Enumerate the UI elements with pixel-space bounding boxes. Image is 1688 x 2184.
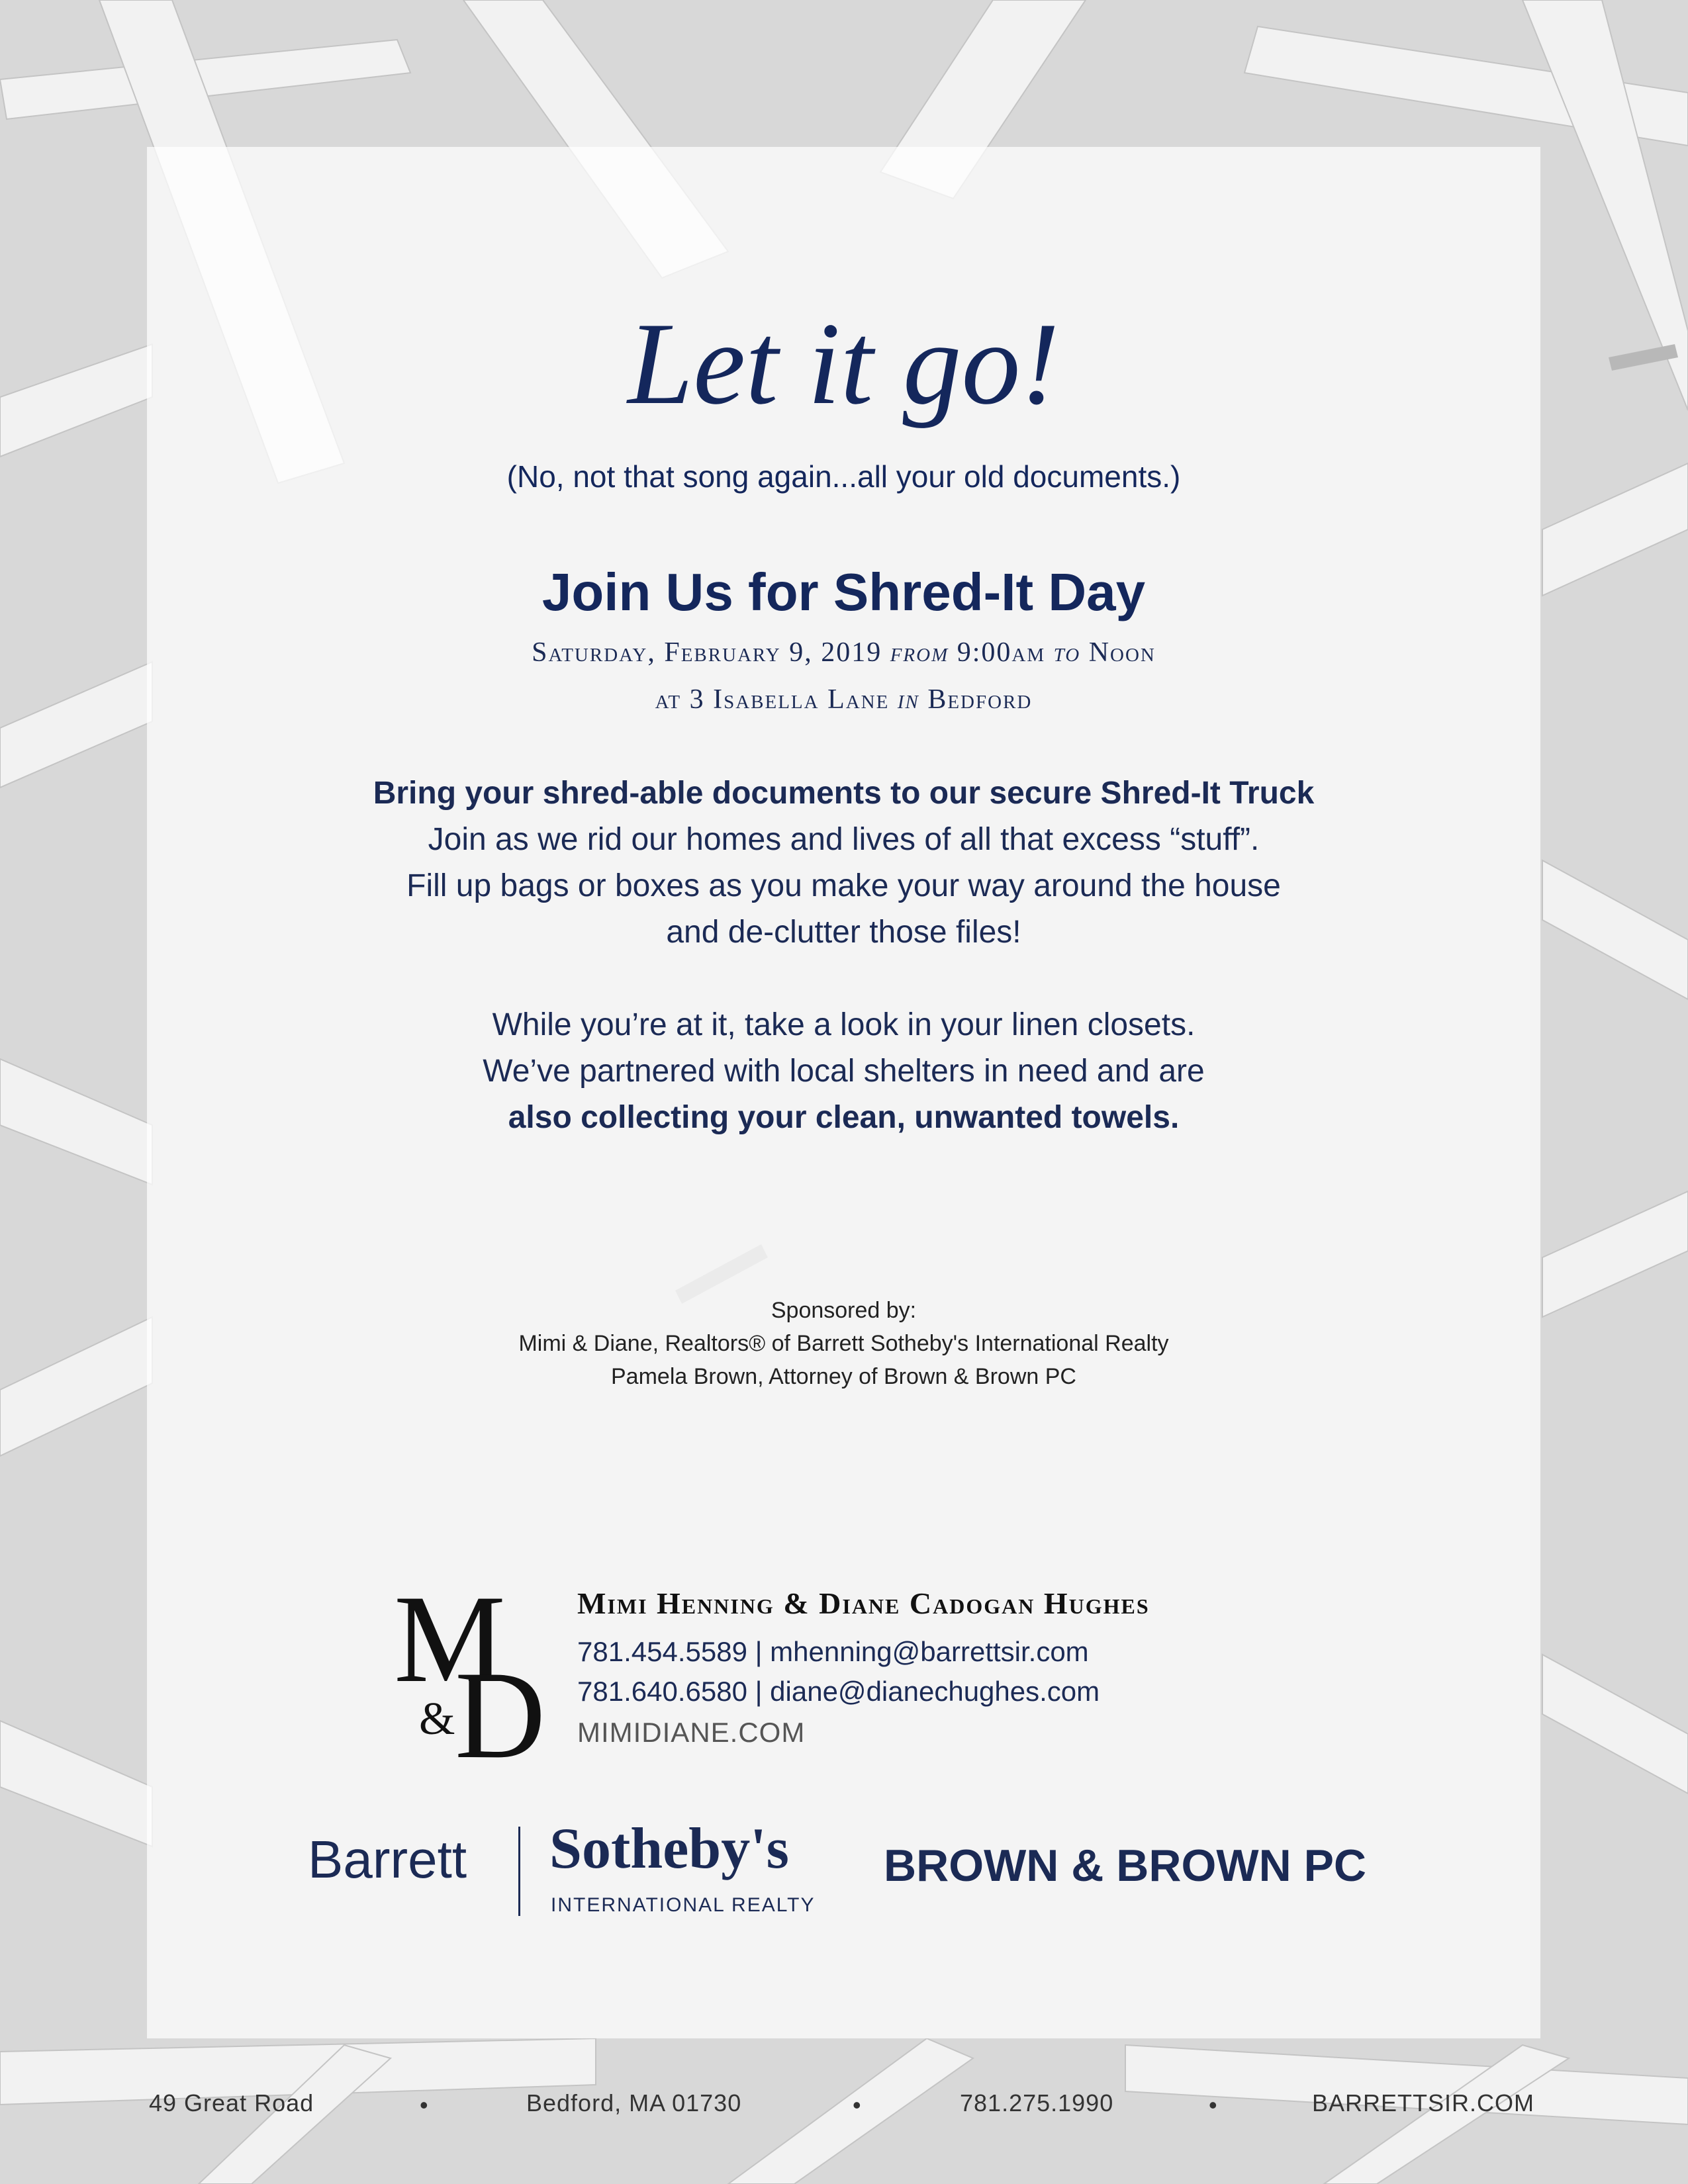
md-monogram-logo xyxy=(394,1582,553,1760)
sponsor-line: Mimi & Diane, Realtors® of Barrett Sotheby's International Realty xyxy=(518,1331,1169,1356)
logo-d: D xyxy=(455,1646,546,1760)
footer-separator: • xyxy=(853,2091,861,2118)
agent-website[interactable]: MIMIDIANE.COM xyxy=(577,1717,806,1748)
details-lead: Bring your shred-able documents to our secure Shred-It Truck xyxy=(373,776,1315,811)
event-end: Noon xyxy=(1088,637,1156,668)
agent-contact xyxy=(577,1588,1150,1749)
agent-names: Mimi Henning & Diane Cadogan Hughes xyxy=(577,1586,1150,1620)
in-word: in xyxy=(897,684,919,715)
from-word: from xyxy=(890,637,949,668)
towels-line: While you’re at it, take a look in your linen closets. xyxy=(492,1007,1196,1042)
towels-line: We’ve partnered with local shelters in need and are xyxy=(483,1054,1205,1089)
event-town: Bedford xyxy=(927,684,1033,715)
sothebys-logo: Sotheby's xyxy=(549,1817,789,1881)
details-line: and de-clutter those files! xyxy=(666,915,1021,950)
logo-divider xyxy=(518,1827,520,1916)
details-line: Fill up bags or boxes as you make your way around the house xyxy=(406,868,1281,903)
at-word: at xyxy=(655,684,682,715)
barrett-logo: Barrett xyxy=(308,1830,467,1889)
event-date xyxy=(147,639,1540,666)
footer-phone[interactable]: 781.275.1990 xyxy=(960,2089,1114,2116)
footer-address: 49 Great Road xyxy=(149,2089,314,2116)
brown-and-brown-logo: BROWN & BROWN PC xyxy=(884,1841,1367,1891)
event-day: Saturday, February 9, 2019 xyxy=(532,637,882,668)
footer-website[interactable]: BARRETTSIR.COM xyxy=(1312,2089,1535,2116)
event-address: 3 Isabella Lane xyxy=(689,684,890,715)
details-line: Join as we rid our homes and lives of all that excess “stuff”. xyxy=(428,822,1260,857)
logo-ampersand: & xyxy=(419,1694,455,1745)
contact-diane[interactable]: 781.640.6580 | diane@dianechughes.com xyxy=(577,1676,1100,1707)
subheadline: (No, not that song again...all your old documents.) xyxy=(506,459,1181,494)
sponsors-heading: Sponsored by: xyxy=(771,1298,917,1323)
details-paragraph-2 xyxy=(147,1002,1540,1141)
footer-city: Bedford, MA 01730 xyxy=(526,2089,742,2116)
to-word: to xyxy=(1053,637,1081,668)
towels-emphasis: also collecting your clean, unwanted towels. xyxy=(508,1100,1180,1135)
event-location xyxy=(147,686,1540,713)
footer-separator: • xyxy=(420,2091,428,2118)
event-start: 9:00am xyxy=(957,637,1046,668)
contact-mimi[interactable]: 781.454.5589 | mhenning@barrettsir.com xyxy=(577,1636,1089,1667)
logo-m: M xyxy=(394,1582,506,1709)
sponsor-line: Pamela Brown, Attorney of Brown & Brown PC xyxy=(611,1364,1076,1389)
sponsors-block xyxy=(147,1294,1540,1393)
sothebys-tagline: INTERNATIONAL REALTY xyxy=(551,1894,816,1916)
headline: Let it go! xyxy=(628,298,1060,429)
details-paragraph-1 xyxy=(147,770,1540,956)
footer-separator: • xyxy=(1209,2091,1217,2118)
event-title: Join Us for Shred-It Day xyxy=(541,563,1146,621)
